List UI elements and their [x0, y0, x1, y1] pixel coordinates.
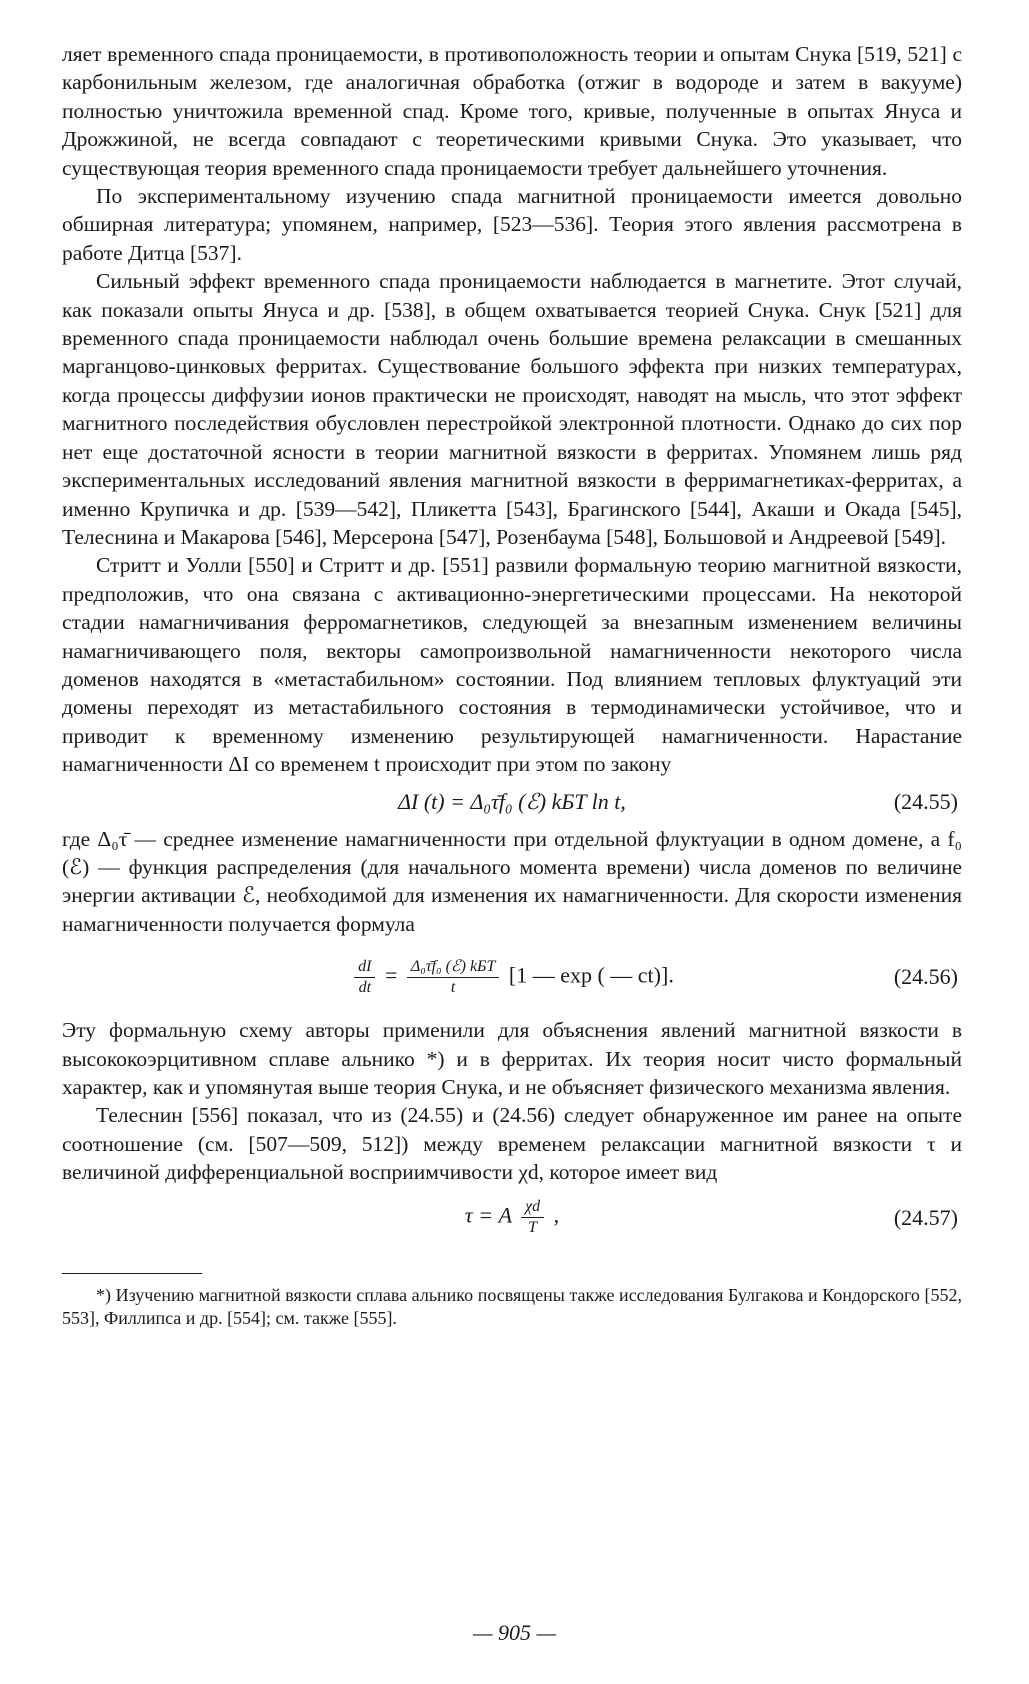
- equation-24-57-number: (24.57): [893, 1204, 958, 1230]
- equation-24-56-lhs-denominator: dt: [358, 978, 372, 996]
- equation-24-57-tail: ,: [553, 1202, 560, 1228]
- equation-24-56-rhs-numerator: Δ₀τ̄f₀ (ℰ) kБT: [407, 957, 499, 978]
- equation-24-56-lhs-numerator: dI: [354, 957, 375, 978]
- page-number: — 905 —: [472, 1620, 557, 1645]
- equation-24-55-number: (24.55): [893, 788, 958, 814]
- equation-24-56: [62, 938, 962, 1016]
- equation-24-57-fraction: [521, 1197, 544, 1238]
- equation-24-57-numerator: χd: [521, 1197, 544, 1218]
- equation-24-56-rhs: [407, 957, 499, 998]
- paragraph-3: Сильный эффект временного спада проницаемости наблюдается в магнетите. Этот случай, как показали опыты Януса и др. [538], в общем охватывается теорией Снука. Снук [521] для временного спада проницаемости наблюдал очень большие времена релаксации в смешанных марганцово-цинковых ферритах. Существование большого эффекта при низких температурах, когда процессы диффузии ионов практически не происходят, наводят на мысль, что этот эффект магнитного последействия обусловлен перестройкой электронной плотности. Однако до сих пор нет еще достаточной ясности в теории магнитной вязкости в ферритах. Упомянем лишь ряд экспериментальных исследований явления магнитной вязкости в ферримагнетиках-ферритах, а именно Крупичка и др. [539—542], Пликетта [543], Брагинского [544], Акаши и Окада [545], Телеснина и Макарова [546], Мерсерона [547], Розенбаума [548], Большовой и Андреевой [549].: [62, 269, 962, 549]
- equation-24-56-body: $\frac{dI}{dt}$ = Δ₀τ̄f₀ (ℰ) kБT t [1 — exp ( — ct)].: [62, 957, 962, 998]
- footnote-rule: [62, 1273, 202, 1274]
- equation-24-56-lhs: [354, 957, 375, 998]
- footnote: *) Изучению магнитной вязкости сплава альнико посвящены также исследования Булгакова и Кондорского [552, 553], Филлипса и др. [554]; см. также [555].: [62, 1284, 962, 1328]
- page-body: [62, 40, 962, 1330]
- equation-24-57-denominator: T: [528, 1219, 538, 1237]
- equation-24-56-tail: [1 — exp ( — ct)].: [508, 962, 674, 988]
- equation-24-57-lhs: τ = A: [464, 1202, 512, 1228]
- equation-24-57-body: [62, 1197, 962, 1238]
- equation-24-55: [62, 779, 962, 825]
- paragraph-1: ляет временного спада проницаемости, в противоположность теории и опытам Снука [519, 521] с карбонильным железом, где аналогичная обработка (отжиг в водороде и затем в вакууме) полностью уничтожила временной спад. Кроме того, кривые, полученные в опытах Януса и Дрожжиной, не всегда совпадают с теоретическими кривыми Снука. Это указывает, что существующая теория временного спада проницаемости требует дальнейшего уточнения.: [62, 42, 962, 180]
- equation-24-56-number: (24.56): [893, 964, 958, 990]
- equation-24-57: [62, 1187, 962, 1249]
- paragraph-6: Эту формальную схему авторы применили для объяснения явлений магнитной вязкости в высококоэрцитивном сплаве альнико *) и в ферритах. Их теория носит чисто формальный характер, как и упомянутая выше теория Снука, и не объясняет физического механизма явления.: [62, 1018, 962, 1099]
- paragraph-2: По экспериментальному изучению спада магнитной проницаемости имеется довольно обширная литература; упомянем, например, [523—536]. Теория этого явления рассмотрена в работе Дитца [537].: [62, 184, 962, 265]
- paragraph-7: Телеснин [556] показал, что из (24.55) и (24.56) следует обнаруженное им ранее на опыте соотношение (см. [507—509, 512]) между временем релаксации магнитной вязкости τ и величиной дифференциальной восприимчивости χd, которое имеет вид: [62, 1103, 962, 1185]
- paragraph-5: где Δ₀τ̄ — среднее изменение намагниченности при отдельной флуктуации в одном домене, а f₀ (ℰ) — функция распределения (для начального момента времени) числа доменов по величине энергии активации ℰ, необходимой для изменения их намагниченности. Для скорости изменения намагниченности получается формула: [62, 826, 962, 936]
- equation-24-56-rhs-denominator: t: [450, 978, 456, 996]
- equation-24-55-body: ΔI (t) = Δ₀τ̄f₀ (ℰ) kБT ln t,: [398, 788, 626, 814]
- paragraph-4: Стритт и Уолли [550] и Стритт и др. [551] развили формальную теорию магнитной вязкости, предположив, что она связана с активационно-энергетическими процессами. На некоторой стадии намагничивания ферромагнетиков, следующей за внезапным изменением величины намагничивающего поля, векторы самопроизвольной намагниченности некоторого числа доменов находятся в «метастабильном» состоянии. Под влиянием тепловых флуктуаций эти домены переходят из метастабильного состояния в термодинамически устойчивое, что и приводит к временному изменению результирующей намагниченности. Нарастание намагниченности ΔI со временем t происходит при этом по закону: [62, 553, 962, 777]
